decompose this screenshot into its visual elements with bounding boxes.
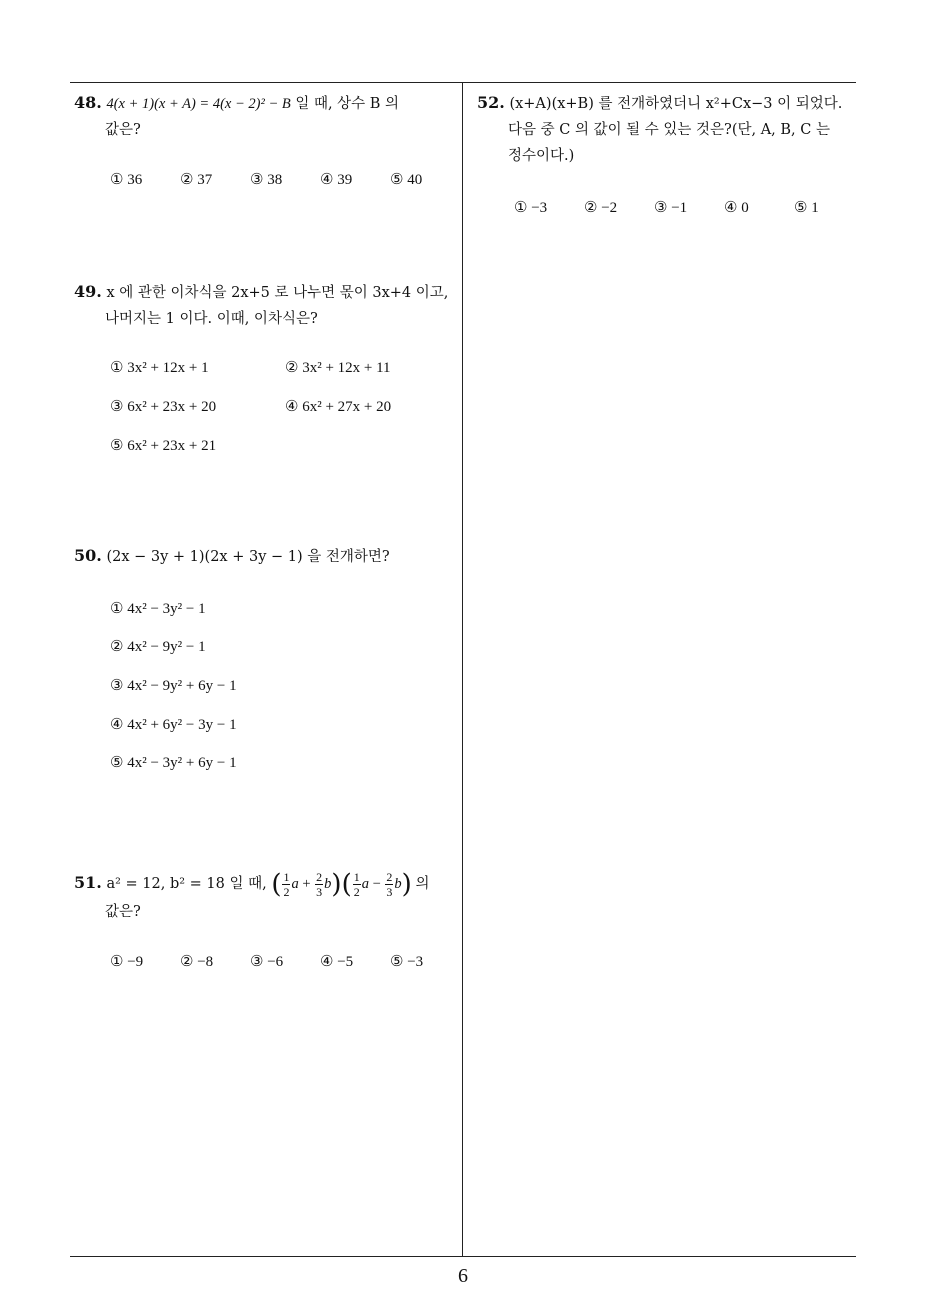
q52-option-3[interactable]: ③ −1 bbox=[654, 200, 688, 216]
q52-option-4[interactable]: ④ 0 bbox=[724, 200, 749, 216]
question-number: 48. bbox=[74, 93, 102, 112]
q48-option-5[interactable]: ⑤ 40 bbox=[390, 172, 423, 188]
q49-option-5[interactable]: ⑤ 6x² + 23x + 21 bbox=[110, 438, 217, 454]
q48-option-4[interactable]: ④ 39 bbox=[320, 172, 353, 188]
q51-option-3[interactable]: ③ −6 bbox=[250, 954, 284, 970]
question-text: 일 때, 상수 B 의 bbox=[290, 96, 400, 112]
q48-option-1[interactable]: ① 36 bbox=[110, 172, 143, 188]
q51-option-2[interactable]: ② −8 bbox=[180, 954, 214, 970]
q50-option-4[interactable]: ④ 4x² + 6y² − 3y − 1 bbox=[110, 717, 237, 733]
question-number: 52. bbox=[477, 93, 505, 112]
question-51-line2 bbox=[105, 899, 141, 925]
fraction-expression: ( $\frac{1}{2}$ a + $\frac{2}{3}$ b)( $\frac{1}{2}$ a − $\frac{2}{3}$ b) bbox=[271, 869, 412, 900]
question-48 bbox=[74, 90, 459, 143]
question-51 bbox=[74, 866, 464, 902]
question-text: (x+A)(x+B) 를 전개하였더니 x²+Cx−3 이 되었다. bbox=[509, 96, 843, 112]
question-52 bbox=[477, 90, 862, 169]
question-number: 51. bbox=[74, 873, 102, 892]
q51-option-5[interactable]: ⑤ −3 bbox=[390, 954, 424, 970]
question-50 bbox=[74, 543, 459, 570]
question-text: (2x − 3y + 1)(2x + 3y − 1) 을 전개하면? bbox=[106, 549, 390, 565]
q50-option-1[interactable]: ① 4x² − 3y² − 1 bbox=[110, 601, 206, 617]
fraction-two-thirds: $\frac{2}{3}$ bbox=[316, 870, 323, 900]
question-text-line2: 나머지는 1 이다. 이때, 이차식은? bbox=[105, 311, 318, 327]
question-text-line2: 값은? bbox=[105, 122, 141, 138]
question-number: 50. bbox=[74, 546, 102, 565]
fraction-half: $\frac{1}{2}$ bbox=[283, 870, 290, 900]
q52-option-2[interactable]: ② −2 bbox=[584, 200, 618, 216]
q51-option-1[interactable]: ① −9 bbox=[110, 954, 144, 970]
q52-option-1[interactable]: ① −3 bbox=[514, 200, 548, 216]
q50-option-3[interactable]: ③ 4x² − 9y² + 6y − 1 bbox=[110, 678, 237, 694]
fraction-two-thirds: $\frac{2}{3}$ bbox=[386, 870, 393, 900]
question-text-line2: 값은? bbox=[105, 904, 141, 920]
question-49 bbox=[74, 279, 459, 332]
question-tail: 의 bbox=[415, 876, 430, 892]
q51-option-4[interactable]: ④ −5 bbox=[320, 954, 354, 970]
q49-option-3[interactable]: ③ 6x² + 23x + 20 bbox=[110, 399, 217, 415]
question-text-line2: 다음 중 C 의 값이 될 수 있는 것은?(단, A, B, C 는 bbox=[508, 122, 830, 138]
page-number: 6 bbox=[458, 1265, 468, 1287]
q49-option-1[interactable]: ① 3x² + 12x + 1 bbox=[110, 360, 209, 376]
q49-option-2[interactable]: ② 3x² + 12x + 11 bbox=[285, 360, 391, 376]
question-equation: 4(x + 1)(x + A) = 4(x − 2)² − B bbox=[106, 96, 291, 112]
question-number: 49. bbox=[74, 282, 102, 301]
bottom-rule bbox=[70, 1256, 856, 1257]
fraction-half: $\frac{1}{2}$ bbox=[353, 870, 360, 900]
column-divider bbox=[462, 82, 463, 1257]
q50-option-5[interactable]: ⑤ 4x² − 3y² + 6y − 1 bbox=[110, 755, 237, 771]
q52-option-5[interactable]: ⑤ 1 bbox=[794, 200, 819, 216]
q49-option-4[interactable]: ④ 6x² + 27x + 20 bbox=[285, 399, 392, 415]
q48-option-2[interactable]: ② 37 bbox=[180, 172, 213, 188]
q50-option-2[interactable]: ② 4x² − 9y² − 1 bbox=[110, 639, 206, 655]
question-text: x 에 관한 이차식을 2x+5 로 나누면 몫이 3x+4 이고, bbox=[106, 285, 449, 301]
top-rule bbox=[70, 82, 856, 83]
question-condition: a² = 12, b² = 18 일 때, bbox=[106, 876, 267, 892]
q48-option-3[interactable]: ③ 38 bbox=[250, 172, 283, 188]
question-text-line3: 정수이다.) bbox=[508, 148, 575, 164]
